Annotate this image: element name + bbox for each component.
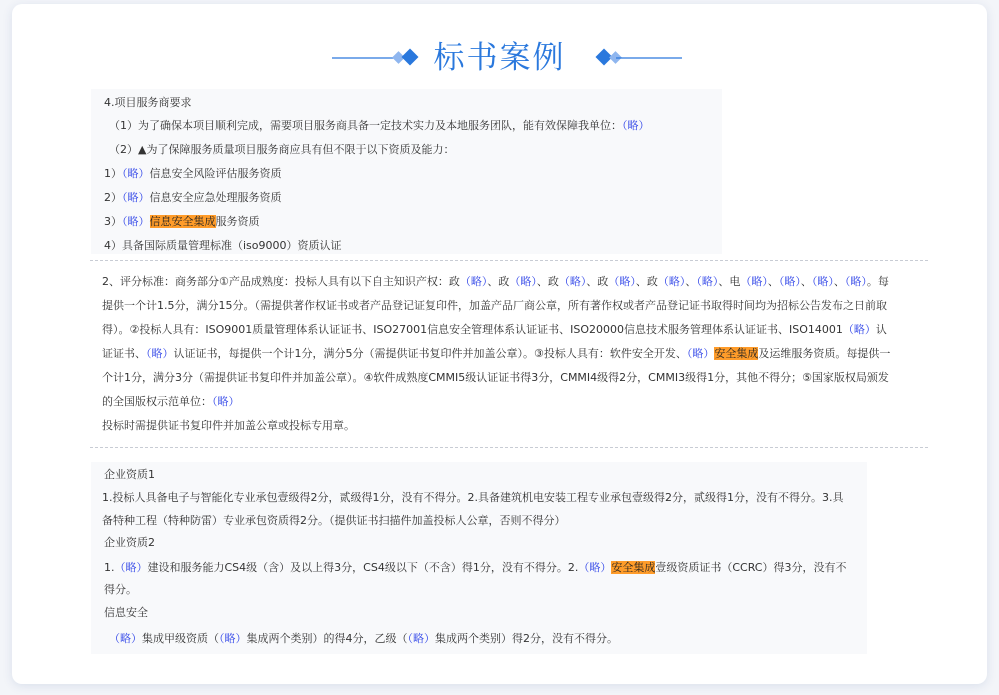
list-item: 4）具备国际质量管理标准（iso9000）资质认证 (104, 239, 342, 252)
list-item: 2）（略）信息安全应急处理服务资质 (104, 191, 282, 204)
requirement-2: （2）▲为了保障服务质量项目服务商应具有但不限于以下资质及能力： (109, 143, 455, 156)
qualification-heading-3: 信息安全 (104, 606, 148, 619)
redacted-mark: （略） (146, 347, 174, 360)
redacted-mark: （略） (844, 275, 867, 288)
dashed-divider (90, 447, 928, 448)
page-title: 标书案例 (433, 40, 566, 76)
dashed-divider (90, 260, 928, 261)
redacted-mark: （略） (122, 215, 150, 228)
service-requirements-block (91, 89, 722, 254)
title-banner (12, 34, 987, 84)
qualification-text-1-cont: 备特种工程（特种防雷）专业承包资质得2分。（提供证书扫描件加盖投标人公章，否则不得分） (102, 514, 566, 527)
redacted-mark: （略） (122, 191, 150, 204)
redacted-mark: （略） (657, 275, 686, 288)
redacted-mark: （略） (109, 632, 142, 645)
content-card (12, 4, 987, 684)
scoring-criteria-paragraph: 2、评分标准：商务部分①产品成熟度：投标人具有以下自主知识产权：政（略）、政（略）、政（略）、政（略）、政（略）、（略）、电（略）、（略）、（略）、（略）。每提供一个计1.5分，满分15分。（需提供著作权证书或者产品登记证复印件，加盖产品厂商公章，所有著作权或者产品登记证书取得时间均为招标公告发布之日前取得）。②投标人具有：ISO9001质量管理体系认证证书、ISO27001信息安全管理体系认证证书、ISO20000信息技术服务管理体系认证证书、ISO14001（略）认证证书、（略）认证证书，每提供一个计1分，满分5分（需提供证书复印件并加盖公章）。③投标人具有：软件安全开发、（略）安全集成及运维服务资质。每提供一个计1分，满分3分（需提供证书复印件并加盖公章）。④软件成熟度CMMI5级认证证书得3分，CMMI4级得2分，CMMI3级得1分，其他不得分；⑤国家版权局颁发的全国版权示范单位：（略） 投标时需提供证书复印件并加盖公章或投标专用章。 (102, 275, 891, 432)
redacted-mark: （略） (622, 119, 650, 132)
redacted-mark: （略） (686, 347, 715, 360)
list-item: 1）（略）信息安全风险评估服务资质 (104, 167, 282, 180)
redacted-mark: （略） (578, 561, 612, 574)
redacted-mark: （略） (407, 632, 435, 645)
scoring-footnote: 投标时需提供证书复印件并加盖公章或投标专用章。 (102, 419, 355, 432)
redacted-mark: （略） (459, 275, 488, 288)
section-heading: 4.项目服务商要求 (104, 96, 192, 109)
qualification-block (91, 462, 867, 654)
redacted-mark: （略） (778, 275, 801, 288)
qualification-text-3: （略）集成甲级资质（（略）集成两个类别）的得4分，乙级（（略）集成两个类别）得2分，没有不得分。 (109, 632, 618, 645)
list-item: 3）（略）信息安全集成服务资质 (104, 215, 260, 228)
redacted-mark: （略） (740, 275, 768, 288)
highlighted-keyword: 信息安全集成 (149, 215, 216, 228)
redacted-mark: （略） (219, 632, 247, 645)
highlighted-keyword: 安全集成 (714, 347, 759, 360)
redacted-mark: （略） (811, 275, 834, 288)
qualification-heading-1: 企业资质1 (104, 468, 155, 481)
right-diamond-decoration-icon (590, 46, 682, 70)
qualification-text-2-cont: 得分。 (104, 583, 137, 596)
qualification-text-1: 1.投标人具备电子与智能化专业承包壹级得2分，贰级得1分，没有不得分。2.具备建筑机电安装工程专业承包壹级得2分，贰级得1分，没有不得分。3.具 (102, 491, 844, 504)
redacted-mark: （略） (122, 167, 150, 180)
redacted-mark: （略） (842, 323, 876, 336)
redacted-mark: （略） (212, 395, 240, 408)
redacted-mark: （略） (509, 275, 537, 288)
requirement-1 (109, 119, 650, 133)
qualification-text-2: 1.（略）建设和服务能力CS4级（含）及以上得3分，CS4级以下（不含）得1分，没有不得分。2.（略）安全集成壹级资质证书（CCRC）得3分，没有不 (104, 561, 847, 574)
qualification-heading-2: 企业资质2 (104, 536, 155, 549)
requirement-1-text: （1）为了确保本项目顺利完成，需要项目服务商具备一定技术实力及本地服务团队，能有效保障我单位： (109, 119, 622, 132)
highlighted-keyword: 安全集成 (611, 561, 656, 574)
redacted-mark: （略） (558, 275, 587, 288)
redacted-mark: （略） (608, 275, 636, 288)
redacted-mark: （略） (696, 275, 719, 288)
redacted-mark: （略） (114, 561, 148, 574)
